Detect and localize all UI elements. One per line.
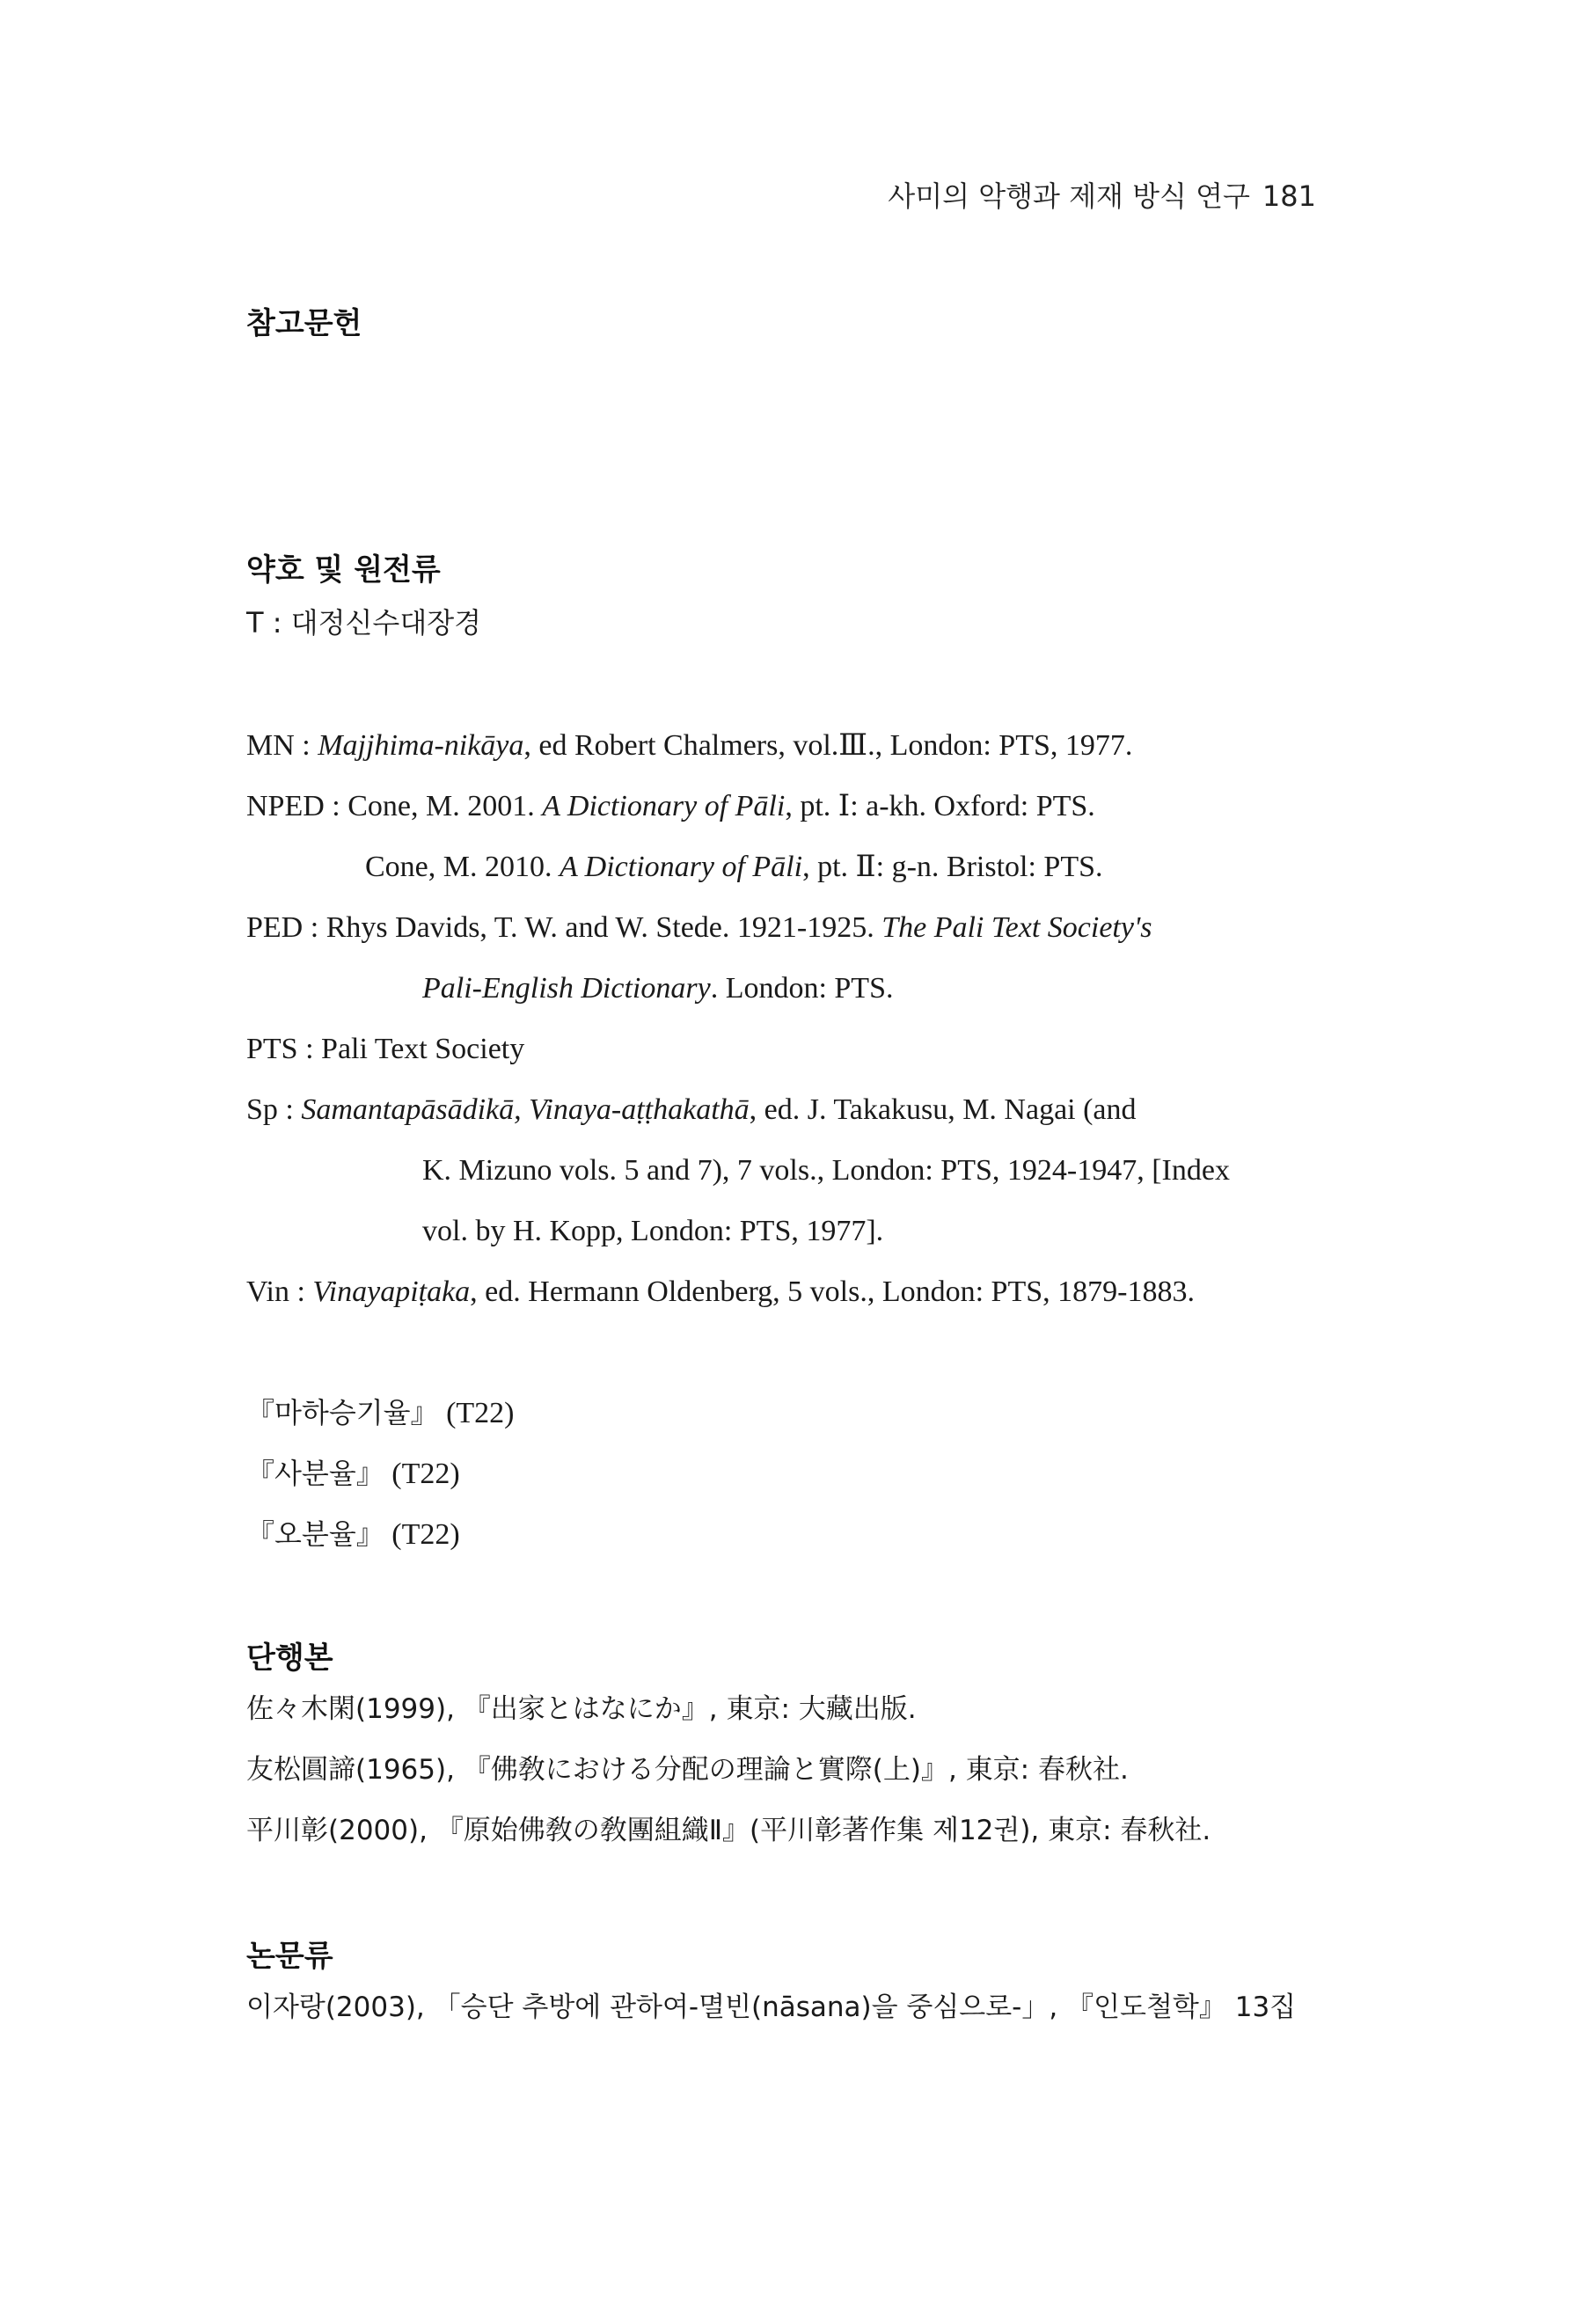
ref-ped-1 — [246, 910, 1152, 946]
vinaya-text-2 — [246, 1456, 460, 1492]
ref-details: , pt. Ⅰ: a-kh. Oxford: PTS. — [785, 790, 1095, 822]
ref-details: , pt. Ⅱ: g-n. Bristol: PTS. — [802, 851, 1103, 883]
monographs-heading: 단행본 — [246, 1641, 333, 1676]
ref-sp-1 — [246, 1093, 1137, 1128]
vinaya-title: 『오분율』 — [246, 1517, 384, 1551]
ref-sp-2: K. Mizuno vols. 5 and 7), 7 vols., London: PTS, 1924-1947, [Index — [422, 1154, 1230, 1187]
ref-title: A Dictionary of Pāli — [542, 790, 786, 822]
running-title: 사미의 악행과 제재 방식 연구 — [888, 179, 1250, 213]
ref-label: Vin : — [246, 1275, 313, 1308]
vinaya-text-1 — [246, 1395, 514, 1431]
ref-title: The Pali Text Society's — [881, 911, 1152, 944]
ref-label: MN : — [246, 729, 318, 762]
ref-details: , ed Robert Chalmers, vol.Ⅲ., London: PTS, 1977. — [523, 729, 1133, 762]
paper-entry: 이자랑(2003), 「승단 추방에 관하여-멸빈(nāsana)을 중심으로-」, 『인도철학』 13집 — [246, 1991, 1297, 2023]
section-title: 참고문헌 — [246, 306, 362, 341]
ref-nped-1 — [246, 789, 1095, 824]
ref-pts: PTS : Pali Text Society — [246, 1033, 525, 1065]
vinaya-code: (T22) — [384, 1458, 460, 1490]
abbreviations-heading: 약호 및 원전류 — [246, 552, 441, 588]
vinaya-text-3 — [246, 1516, 460, 1553]
monograph-entry: 平川彰(2000), 『原始佛敎の敎團組織Ⅱ』(平川彰著作集 제12권), 東京: 春秋社. — [246, 1815, 1211, 1846]
ref-mn — [246, 728, 1132, 764]
papers-heading: 논문류 — [246, 1939, 333, 1974]
ref-sp-3: vol. by H. Kopp, London: PTS, 1977]. — [422, 1215, 884, 1247]
ref-details: , ed. J. Takakusu, M. Nagai (and — [749, 1093, 1137, 1126]
vinaya-code: (T22) — [384, 1518, 460, 1551]
page-number: 181 — [1262, 179, 1316, 213]
ref-details: , ed. Hermann Oldenberg, 5 vols., London: PTS, 1879-1883. — [470, 1275, 1195, 1308]
running-header — [888, 174, 1316, 215]
monograph-entry: 友松圓諦(1965), 『佛敎における分配の理論と實際(上)』, 東京: 春秋社. — [246, 1754, 1129, 1786]
monograph-entry: 佐々木閑(1999), 『出家とはなにか』, 東京: 大藏出版. — [246, 1693, 917, 1725]
ref-title: Samantapāsādikā, Vinaya-aṭṭhakathā — [301, 1093, 750, 1126]
ref-ped-2 — [422, 971, 894, 1006]
ref-author: Cone, M. 2010. — [365, 851, 560, 883]
ref-title: Majjhima-nikāya — [318, 729, 524, 762]
ref-author: Rhys Davids, T. W. and W. Stede. 1921-1925. — [326, 911, 882, 944]
ref-title: A Dictionary of Pāli — [560, 851, 803, 883]
ref-label: Sp : — [246, 1093, 302, 1126]
ref-details: . London: PTS. — [710, 972, 894, 1005]
ref-label: PED : — [246, 911, 326, 944]
vinaya-code: (T22) — [438, 1397, 515, 1429]
ref-vin — [246, 1275, 1195, 1310]
ref-t: T : 대정신수대장경 — [246, 606, 482, 639]
ref-nped-2 — [365, 850, 1103, 885]
ref-title: Pali-English Dictionary — [422, 972, 711, 1005]
ref-title: Vinayapiṭaka — [312, 1275, 471, 1308]
ref-author: Cone, M. 2001. — [347, 790, 543, 822]
vinaya-title: 『사분율』 — [246, 1457, 384, 1490]
ref-label: NPED : — [246, 790, 348, 822]
vinaya-title: 『마하승기율』 — [246, 1396, 439, 1429]
